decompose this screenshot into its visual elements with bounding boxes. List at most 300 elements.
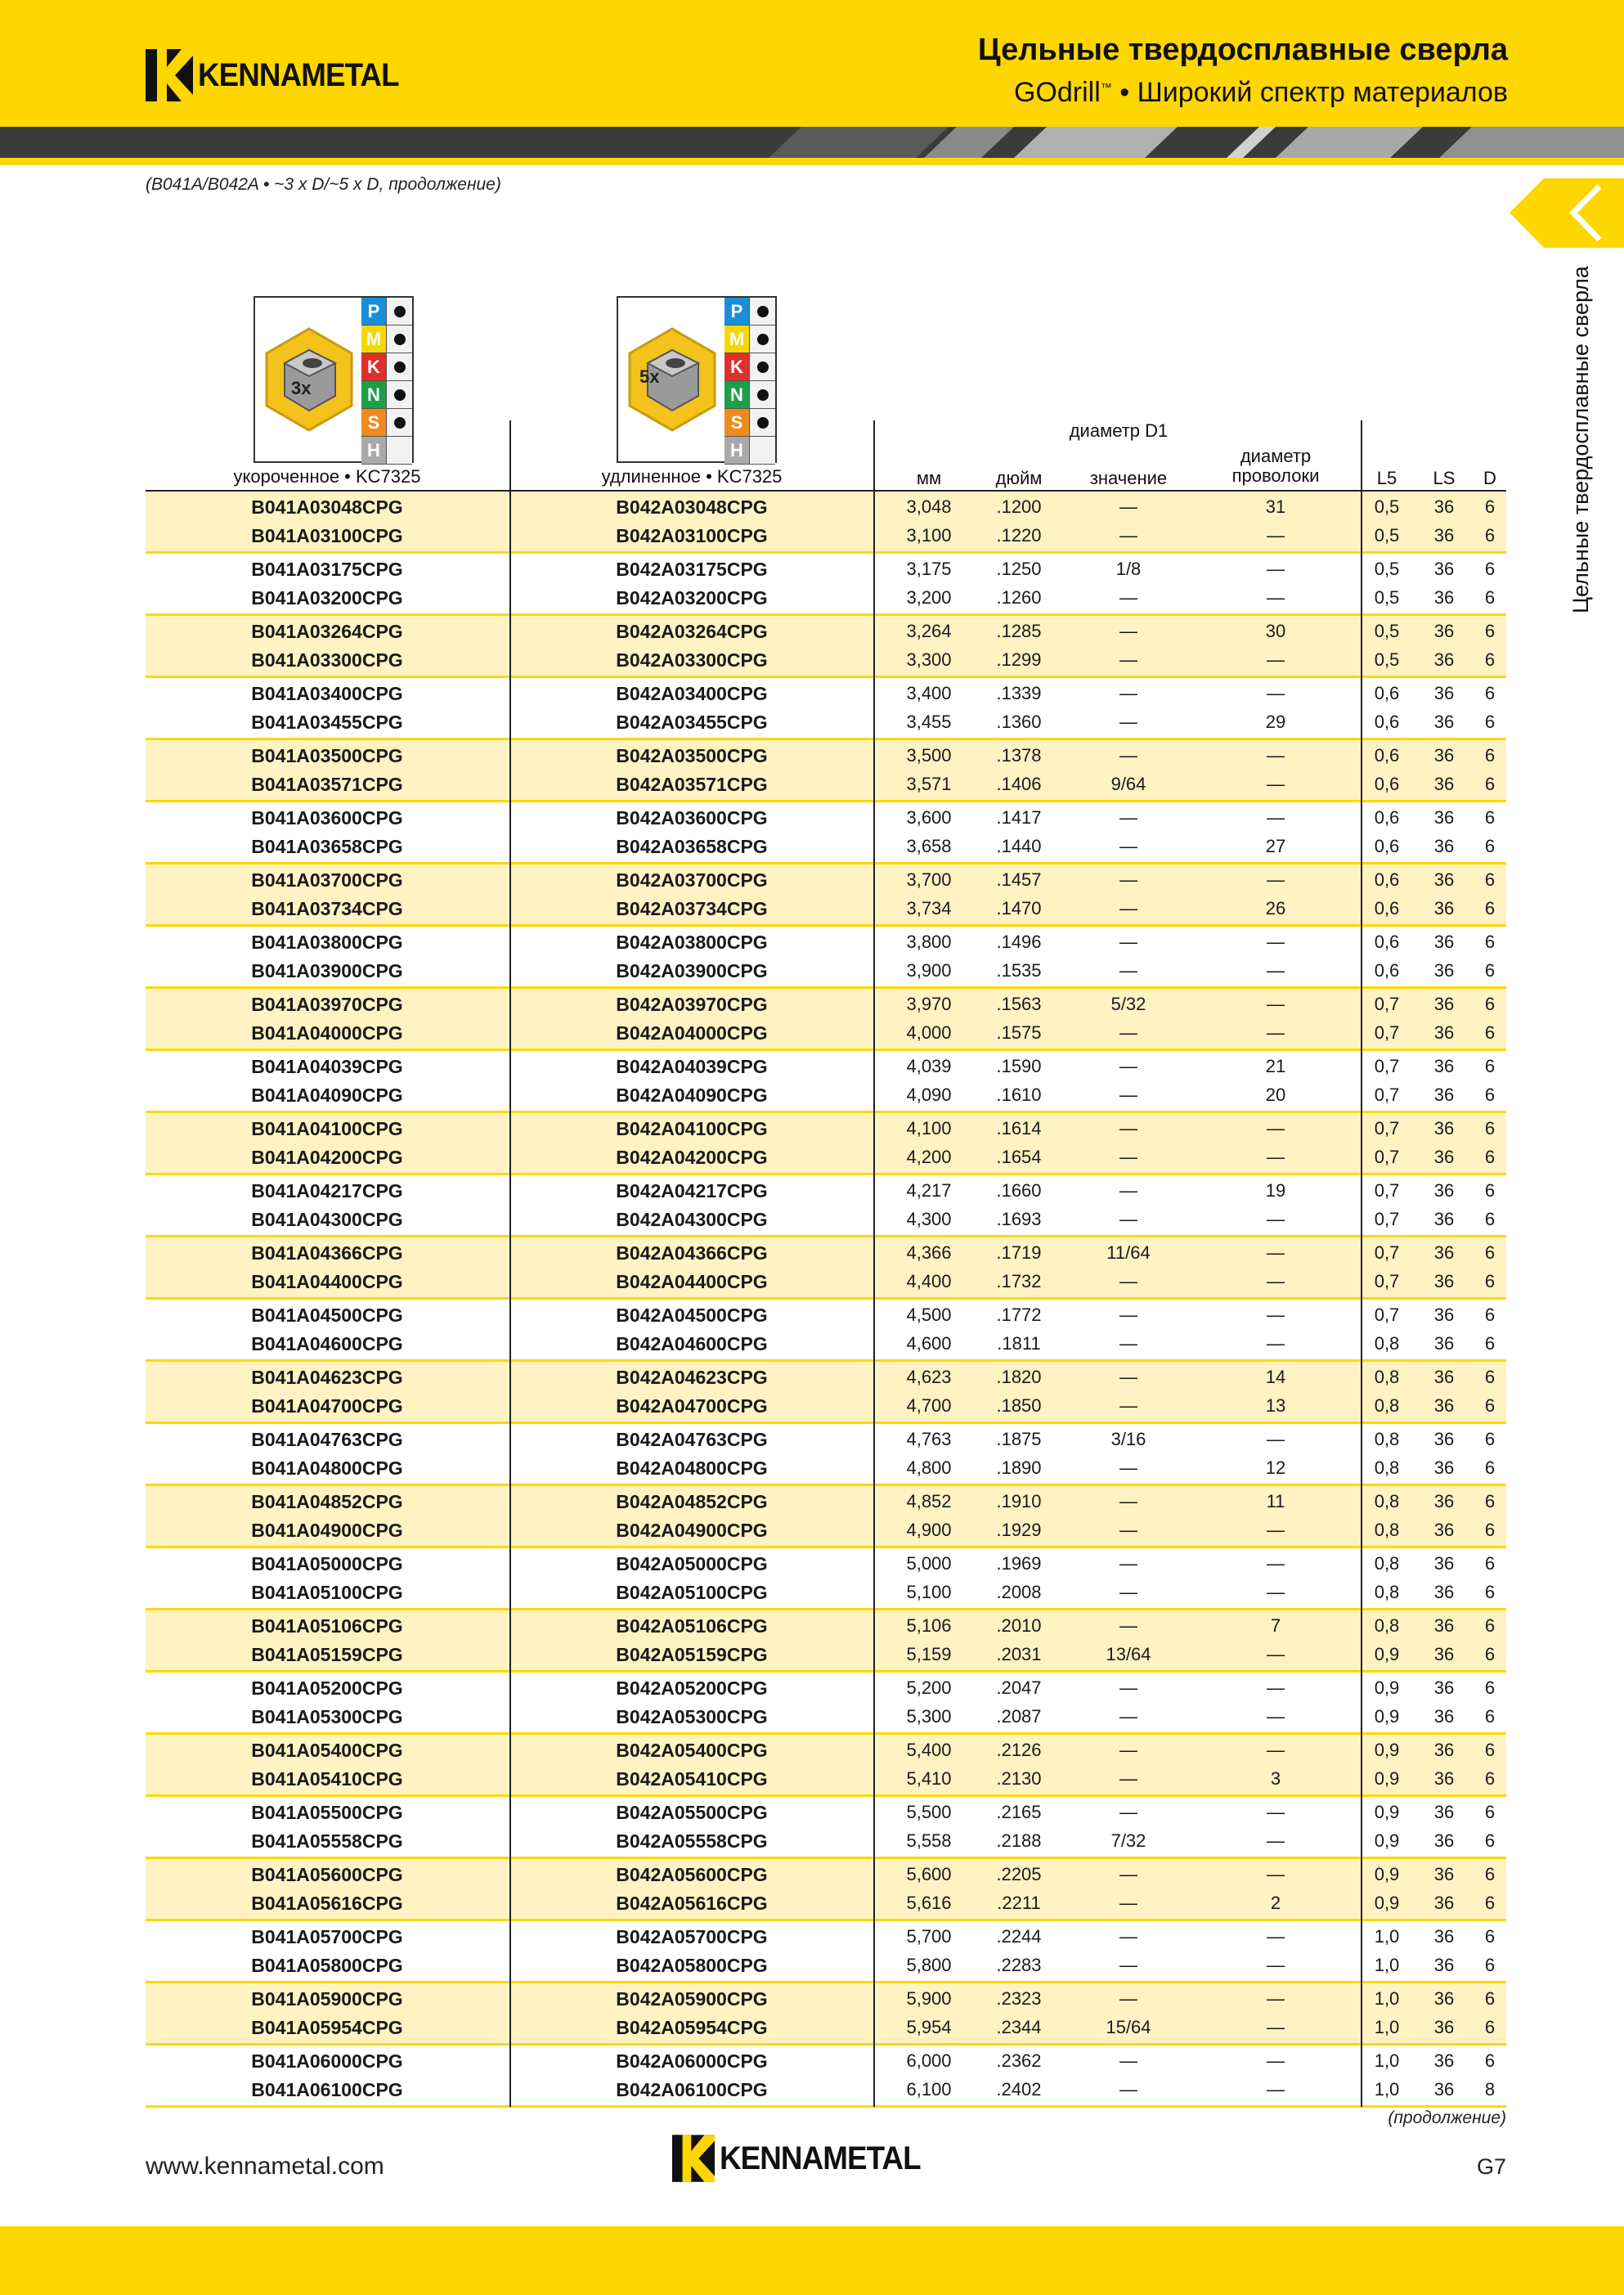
l5-value: 0,6	[1374, 960, 1400, 981]
diameter-inch: .2165	[996, 1802, 1042, 1822]
fraction-value: —	[1119, 1180, 1137, 1201]
short-drill-code[interactable]: B041A03264CPG	[251, 621, 403, 642]
short-drill-code[interactable]: B041A05000CPG	[251, 1553, 403, 1574]
ls-value: 36	[1433, 1180, 1455, 1201]
long-drill-code[interactable]: B042A03600CPG	[616, 807, 768, 829]
diameter-inch: .1811	[997, 1333, 1041, 1354]
d-value: 6	[1484, 807, 1496, 828]
short-drill-code[interactable]: B041A05159CPG	[251, 1644, 403, 1665]
wire-diameter: 20	[1265, 1085, 1286, 1105]
short-drill-code[interactable]: B041A04366CPG	[251, 1242, 403, 1264]
l5-header: L5	[1376, 468, 1397, 488]
wire-diameter: —	[1267, 587, 1285, 608]
d-value: 6	[1484, 1305, 1496, 1325]
diameter-group-header: диаметр D1	[1069, 420, 1169, 441]
short-drill-code[interactable]: B041A05616CPG	[251, 1893, 403, 1914]
fraction-value: 7/32	[1110, 1830, 1146, 1851]
l5-value: 0,5	[1374, 525, 1400, 546]
diameter-inch: .1820	[996, 1367, 1042, 1387]
short-drill-code[interactable]: B041A05500CPG	[251, 1802, 403, 1823]
long-drill-code[interactable]: B042A04700CPG	[616, 1395, 768, 1417]
fraction-value: —	[1119, 649, 1137, 670]
column-divider	[509, 420, 511, 2107]
short-drill-code[interactable]: B041A05600CPG	[251, 1864, 403, 1885]
short-drill-code[interactable]: B041A03100CPG	[251, 525, 403, 546]
side-label-text: Цельные твердосплавные сверла	[1568, 266, 1593, 613]
long-drill-code[interactable]: B042A04800CPG	[616, 1457, 768, 1479]
short-drill-code[interactable]: B041A04300CPG	[251, 1209, 403, 1230]
diameter-mm: 3,500	[906, 745, 952, 766]
diameter-mm: 5,500	[906, 1802, 952, 1822]
fraction-value: —	[1119, 1367, 1137, 1387]
wire-diameter: —	[1267, 1271, 1285, 1291]
l5-value: 0,7	[1374, 1271, 1400, 1291]
short-drill-code[interactable]: B041A04100CPG	[251, 1118, 403, 1139]
d-value: 6	[1484, 898, 1496, 918]
ls-value: 36	[1433, 1740, 1455, 1760]
long-drill-material-icon	[617, 296, 777, 463]
fraction-value: —	[1119, 1085, 1137, 1105]
table-row-group	[146, 1113, 1506, 1175]
d-value: 6	[1484, 1553, 1496, 1574]
d-value: 6	[1484, 1085, 1496, 1105]
d-value: 6	[1484, 774, 1496, 794]
table-row	[146, 1674, 1506, 1702]
long-drill-code[interactable]: B042A05954CPG	[616, 2017, 768, 2038]
short-drill-code[interactable]: B041A04900CPG	[251, 1520, 403, 1541]
kennametal-k-icon	[672, 2133, 715, 2184]
ls-value: 36	[1433, 898, 1455, 918]
fraction-value: —	[1119, 1056, 1137, 1076]
d-value: 6	[1484, 836, 1496, 856]
wire-diameter: 19	[1265, 1180, 1286, 1201]
diameter-inch: .1339	[996, 683, 1042, 703]
table-row-group	[146, 2046, 1506, 2108]
short-drill-code[interactable]: B041A03734CPG	[251, 898, 403, 919]
table-row	[146, 555, 1506, 583]
ls-value: 36	[1433, 1147, 1455, 1167]
long-drill-code[interactable]: B042A04623CPG	[616, 1367, 768, 1388]
table-row-group	[146, 1610, 1506, 1673]
wire-diameter: —	[1267, 932, 1285, 952]
table-row	[146, 522, 1506, 550]
ls-value: 36	[1433, 1553, 1455, 1574]
diameter-mm: 4,200	[906, 1147, 952, 1167]
long-drill-code[interactable]: B042A04000CPG	[616, 1022, 768, 1044]
fraction-value: —	[1119, 1553, 1137, 1574]
diameter-mm: 3,175	[906, 559, 952, 579]
ls-value: 36	[1433, 621, 1455, 641]
short-drill-code[interactable]: B041A03300CPG	[251, 649, 403, 671]
wire-diameter: —	[1267, 525, 1285, 546]
d-value: 6	[1484, 1706, 1496, 1727]
short-drill-code[interactable]: B041A03658CPG	[251, 836, 403, 857]
wire-diameter: —	[1267, 1830, 1285, 1851]
short-drill-code[interactable]: B041A04200CPG	[251, 1147, 403, 1168]
d-value: 6	[1484, 1491, 1496, 1511]
wire-diameter: —	[1267, 683, 1285, 703]
long-drill-code[interactable]: B042A03800CPG	[616, 932, 768, 953]
page-title: Цельные твердосплавные сверла	[977, 33, 1508, 67]
table-row-group	[146, 1673, 1506, 1735]
fraction-value: —	[1119, 807, 1137, 828]
short-drill-code[interactable]: B041A04763CPG	[251, 1429, 403, 1450]
fraction-value: —	[1119, 1271, 1137, 1291]
long-drill-code[interactable]: B042A06000CPG	[616, 2050, 768, 2072]
long-drill-code[interactable]: B042A05700CPG	[616, 1926, 768, 1947]
wire-diameter: —	[1267, 1147, 1285, 1167]
d-value: 6	[1484, 1677, 1496, 1698]
long-drill-code[interactable]: B042A04090CPG	[616, 1085, 768, 1106]
diameter-mm: 4,623	[906, 1367, 952, 1387]
l5-value: 0,6	[1374, 898, 1400, 918]
l5-value: 0,7	[1374, 1242, 1400, 1263]
short-drill-code[interactable]: B041A05954CPG	[251, 2017, 403, 2038]
l5-value: 0,6	[1374, 745, 1400, 766]
short-drill-code[interactable]: B041A04090CPG	[251, 1085, 403, 1106]
fraction-value: —	[1119, 2079, 1137, 2100]
long-drill-code[interactable]: B042A03970CPG	[616, 994, 768, 1015]
l5-value: 0,9	[1374, 1644, 1400, 1664]
l5-value: 0,8	[1374, 1429, 1400, 1449]
short-drill-code[interactable]: B041A05410CPG	[251, 1768, 403, 1790]
material-row	[361, 298, 412, 326]
short-drill-code[interactable]: B041A04217CPG	[251, 1180, 403, 1201]
footer-kennametal-logo	[672, 2133, 938, 2184]
short-drill-code[interactable]: B041A04000CPG	[251, 1022, 403, 1044]
long-drill-code[interactable]: B042A05106CPG	[616, 1615, 768, 1637]
long-drill-code[interactable]: B042A04500CPG	[616, 1305, 768, 1326]
short-drill-code[interactable]: B041A03175CPG	[251, 559, 403, 580]
diameter-mm: 4,300	[906, 1209, 952, 1229]
fraction-value: —	[1119, 1305, 1137, 1325]
short-drill-code[interactable]: B041A05106CPG	[251, 1615, 403, 1637]
short-drill-code[interactable]: B041A03970CPG	[251, 994, 403, 1015]
d-value: 6	[1484, 1802, 1496, 1822]
short-drill-code[interactable]: B041A03048CPG	[251, 496, 403, 518]
diameter-mm: 3,048	[906, 496, 952, 517]
ls-value: 36	[1433, 1706, 1455, 1727]
long-drill-code[interactable]: B042A04852CPG	[616, 1491, 768, 1512]
table-row-group	[146, 1921, 1506, 1983]
table-row-group	[146, 802, 1506, 865]
ls-value: 36	[1433, 1615, 1455, 1636]
long-drill-code[interactable]: B042A03400CPG	[616, 683, 768, 704]
table-row	[146, 680, 1506, 707]
short-drill-code[interactable]: B041A03200CPG	[251, 587, 403, 609]
short-drill-code[interactable]: B041A04623CPG	[251, 1367, 403, 1388]
ls-value: 36	[1433, 1768, 1455, 1789]
long-drill-code[interactable]: B042A05558CPG	[616, 1830, 768, 1852]
short-drill-code[interactable]: B041A03500CPG	[251, 745, 403, 766]
diameter-inch: .2031	[996, 1644, 1042, 1664]
long-drill-code[interactable]: B042A03571CPG	[616, 774, 768, 795]
short-drill-code[interactable]: B041A06100CPG	[251, 2079, 403, 2100]
wire-diameter: —	[1267, 2017, 1285, 2037]
diameter-inch: .1285	[996, 621, 1042, 641]
long-drill-code[interactable]: B042A05600CPG	[616, 1864, 768, 1885]
long-drill-code[interactable]: B042A04366CPG	[616, 1242, 768, 1264]
diameter-inch: .2323	[996, 1988, 1042, 2009]
long-drill-code[interactable]: B042A04200CPG	[616, 1147, 768, 1168]
long-drill-code[interactable]: B042A05159CPG	[616, 1644, 768, 1665]
material-letter: M	[361, 326, 387, 353]
short-drill-code[interactable]: B041A05800CPG	[251, 1955, 403, 1976]
d-value: 6	[1484, 1147, 1496, 1167]
table-row	[146, 1951, 1506, 1979]
material-legend	[725, 298, 775, 465]
ls-value: 36	[1433, 683, 1455, 703]
short-drill-code[interactable]: B041A03800CPG	[251, 932, 403, 953]
long-drill-code[interactable]: B042A05616CPG	[616, 1893, 768, 1914]
wire-diameter: —	[1267, 1520, 1285, 1540]
wire-diameter: —	[1267, 1333, 1285, 1354]
table-row	[146, 1019, 1506, 1047]
long-drill-code[interactable]: B042A04400CPG	[616, 1271, 768, 1292]
diameter-mm: 3,800	[906, 932, 952, 952]
long-drill-code[interactable]: B042A05800CPG	[616, 1955, 768, 1976]
diameter-inch: .1440	[996, 836, 1042, 856]
long-drill-code[interactable]: B042A05500CPG	[616, 1802, 768, 1823]
table-row-group	[146, 616, 1506, 678]
wire-diameter: —	[1267, 1582, 1285, 1602]
wire-diameter: 2	[1270, 1893, 1281, 1913]
table-row	[146, 1330, 1506, 1358]
long-drill-code[interactable]: B042A03900CPG	[616, 960, 768, 981]
ls-value: 36	[1433, 1677, 1455, 1698]
short-drill-code[interactable]: B041A05100CPG	[251, 1582, 403, 1603]
l5-value: 0,8	[1374, 1395, 1400, 1416]
long-drill-code[interactable]: B042A05400CPG	[616, 1740, 768, 1761]
long-drill-code[interactable]: B042A04300CPG	[616, 1209, 768, 1230]
short-drill-code[interactable]: B041A04400CPG	[251, 1271, 403, 1292]
diameter-mm: 5,800	[906, 1955, 952, 1975]
table-row	[146, 1115, 1506, 1143]
short-drill-code[interactable]: B041A04800CPG	[251, 1457, 403, 1479]
d-value: 6	[1484, 1333, 1496, 1354]
long-drill-code[interactable]: B042A05300CPG	[616, 1706, 768, 1727]
long-drill-code[interactable]: B042A03734CPG	[616, 898, 768, 919]
long-drill-code[interactable]: B042A03264CPG	[616, 621, 768, 642]
long-drill-code[interactable]: B042A03200CPG	[616, 587, 768, 609]
wire-diameter: —	[1267, 2079, 1285, 2100]
short-drill-code[interactable]: B041A06000CPG	[251, 2050, 403, 2072]
diameter-mm: 5,900	[906, 1988, 952, 2009]
short-drill-code[interactable]: B041A05558CPG	[251, 1830, 403, 1852]
long-drill-code[interactable]: B042A03300CPG	[616, 649, 768, 671]
inch-header: дюйм	[995, 468, 1043, 488]
diameter-inch: .1563	[996, 994, 1042, 1014]
fraction-value: 1/8	[1115, 559, 1142, 579]
suitable-dot-icon	[750, 298, 775, 325]
l5-value: 0,7	[1374, 1305, 1400, 1325]
long-drill-code[interactable]: B042A05900CPG	[616, 1988, 768, 2010]
l5-value: 0,8	[1374, 1553, 1400, 1574]
l5-value: 0,6	[1374, 807, 1400, 828]
table-row-group	[146, 1548, 1506, 1610]
diameter-mm: 3,100	[906, 525, 952, 546]
l5-value: 0,6	[1374, 712, 1400, 732]
wire-diameter: 29	[1265, 712, 1286, 732]
ls-value: 36	[1433, 1644, 1455, 1664]
d-header: D	[1483, 468, 1496, 488]
long-drill-code[interactable]: B042A05100CPG	[616, 1582, 768, 1603]
diameter-inch: .2402	[996, 2079, 1042, 2100]
l5-value: 0,7	[1374, 1056, 1400, 1076]
diameter-mm: 3,400	[906, 683, 952, 703]
fraction-value: —	[1119, 1926, 1137, 1947]
table-row	[146, 1579, 1506, 1606]
long-drill-code[interactable]: B042A05410CPG	[616, 1768, 768, 1790]
diameter-mm: 3,600	[906, 807, 952, 828]
d-value: 6	[1484, 1271, 1496, 1291]
fraction-value: —	[1119, 745, 1137, 766]
wire-diameter: —	[1267, 1955, 1285, 1975]
long-drill-code[interactable]: B042A04039CPG	[616, 1056, 768, 1077]
product-brand: GOdrill	[1013, 77, 1101, 108]
diameter-inch: .1299	[996, 649, 1042, 670]
ls-value: 36	[1433, 649, 1455, 670]
trademark: ™	[1100, 80, 1112, 94]
long-drill-code[interactable]: B042A04100CPG	[616, 1118, 768, 1139]
diameter-inch: .1470	[996, 898, 1042, 918]
diameter-mm: 3,571	[906, 774, 952, 794]
short-drill-code[interactable]: B041A05400CPG	[251, 1740, 403, 1761]
short-drill-code[interactable]: B041A03700CPG	[251, 869, 403, 891]
diameter-inch: .2362	[996, 2050, 1042, 2071]
d-value: 6	[1484, 1926, 1496, 1947]
stripe-accent	[0, 158, 1624, 165]
diameter-inch: .1575	[996, 1022, 1042, 1043]
table-row	[146, 708, 1506, 736]
material-row	[725, 326, 775, 353]
l5-value: 0,5	[1374, 496, 1400, 517]
short-drill-code[interactable]: B041A03400CPG	[251, 683, 403, 704]
short-drill-code[interactable]: B041A04852CPG	[251, 1491, 403, 1512]
l5-value: 0,8	[1374, 1615, 1400, 1636]
diameter-mm: 5,400	[906, 1740, 952, 1760]
long-drill-code[interactable]: B042A06100CPG	[616, 2079, 768, 2100]
website-link[interactable]: www.kennametal.com	[146, 2153, 384, 2180]
long-drill-code[interactable]: B042A03100CPG	[616, 525, 768, 546]
diameter-mm: 4,366	[906, 1242, 952, 1263]
wire-diameter: 27	[1265, 836, 1286, 856]
fraction-value: 15/64	[1106, 2017, 1151, 2037]
long-drill-code[interactable]: B042A03700CPG	[616, 869, 768, 891]
diameter-inch: .1693	[996, 1209, 1042, 1229]
d-value: 6	[1484, 496, 1496, 517]
diameter-inch: .1250	[996, 559, 1042, 579]
ls-value: 36	[1433, 960, 1455, 981]
diameter-inch: .2130	[996, 1768, 1042, 1789]
fraction-value: —	[1119, 712, 1137, 732]
short-drill-code[interactable]: B041A04700CPG	[251, 1395, 403, 1417]
short-drill-code[interactable]: B041A03571CPG	[251, 774, 403, 795]
section-subtitle: (B041A/B042A • ~3 x D/~5 x D, продолжение)	[146, 175, 501, 194]
short-drill-code[interactable]: B041A05700CPG	[251, 1926, 403, 1947]
short-drill-code[interactable]: B041A04500CPG	[251, 1305, 403, 1326]
material-letter: H	[725, 437, 750, 464]
table-row-group	[146, 1424, 1506, 1486]
d-value: 6	[1484, 960, 1496, 981]
wire-diameter: 3	[1270, 1768, 1281, 1789]
fraction-value: —	[1119, 1706, 1137, 1727]
ls-value: 36	[1433, 1333, 1455, 1354]
short-drill-code[interactable]: B041A03900CPG	[251, 960, 403, 981]
footer-brand-name: KENNAMETAL	[720, 2140, 921, 2176]
short-drill-code[interactable]: B041A05900CPG	[251, 1988, 403, 2010]
fraction-value: 3/16	[1110, 1429, 1146, 1449]
diameter-inch: .2205	[996, 1864, 1042, 1884]
ls-value: 36	[1433, 525, 1455, 546]
ls-header: LS	[1433, 468, 1456, 488]
table-row	[146, 1765, 1506, 1793]
wire-diameter: —	[1267, 774, 1285, 794]
d-value: 6	[1484, 869, 1496, 890]
table-row	[146, 1736, 1506, 1764]
diameter-inch: .1378	[996, 745, 1042, 766]
diameter-inch: .2344	[996, 2017, 1042, 2037]
short-drill-code[interactable]: B041A05200CPG	[251, 1677, 403, 1699]
long-drill-code[interactable]: B042A04600CPG	[616, 1333, 768, 1354]
short-drill-code[interactable]: B041A04600CPG	[251, 1333, 403, 1354]
material-row	[361, 381, 412, 409]
page-number: G7	[1476, 2154, 1506, 2179]
decorative-stripe	[0, 127, 1624, 158]
diameter-inch: .1772	[996, 1305, 1042, 1325]
table-row-group	[146, 678, 1506, 740]
long-drill-code[interactable]: B042A03175CPG	[616, 559, 768, 580]
l5-value: 0,9	[1374, 1893, 1400, 1913]
long-drill-code[interactable]: B042A03658CPG	[616, 836, 768, 857]
diameter-mm: 4,090	[906, 1085, 952, 1105]
wire-diameter: —	[1267, 960, 1285, 981]
ls-value: 36	[1433, 1520, 1455, 1540]
long-drill-code[interactable]: B042A04217CPG	[616, 1180, 768, 1201]
long-drill-code[interactable]: B042A03455CPG	[616, 712, 768, 733]
wire-diameter: —	[1267, 1740, 1285, 1760]
long-drill-code[interactable]: B042A05000CPG	[616, 1553, 768, 1574]
table-row	[146, 584, 1506, 612]
l5-value: 0,8	[1374, 1457, 1400, 1478]
wire-diameter: —	[1267, 1242, 1285, 1263]
diameter-mm: 5,100	[906, 1582, 952, 1602]
table-row-group	[146, 492, 1506, 554]
short-drill-code[interactable]: B041A03455CPG	[251, 712, 403, 733]
d-value: 6	[1484, 1022, 1496, 1043]
fraction-value: —	[1119, 932, 1137, 952]
short-drill-code[interactable]: B041A05300CPG	[251, 1706, 403, 1727]
table-row	[146, 1053, 1506, 1080]
short-drill-code[interactable]: B041A03600CPG	[251, 807, 403, 829]
long-drill-code[interactable]: B042A03048CPG	[616, 496, 768, 518]
material-letter: H	[361, 437, 387, 464]
product-tagline: • Широкий спектр материалов	[1111, 77, 1508, 108]
ls-value: 36	[1433, 807, 1455, 828]
wire-diameter: —	[1267, 1926, 1285, 1947]
long-drill-code[interactable]: B042A05200CPG	[616, 1677, 768, 1699]
d-value: 6	[1484, 994, 1496, 1014]
long-drill-code[interactable]: B042A04900CPG	[616, 1520, 768, 1541]
table-row-group	[146, 865, 1506, 927]
diameter-inch: .2211	[997, 1893, 1041, 1913]
kennametal-logo[interactable]	[146, 49, 416, 101]
wire-diameter: —	[1267, 807, 1285, 828]
long-drill-code[interactable]: B042A04763CPG	[616, 1429, 768, 1450]
short-drill-code[interactable]: B041A04039CPG	[251, 1056, 403, 1077]
long-drill-code[interactable]: B042A03500CPG	[616, 745, 768, 766]
ls-value: 36	[1433, 1830, 1455, 1851]
